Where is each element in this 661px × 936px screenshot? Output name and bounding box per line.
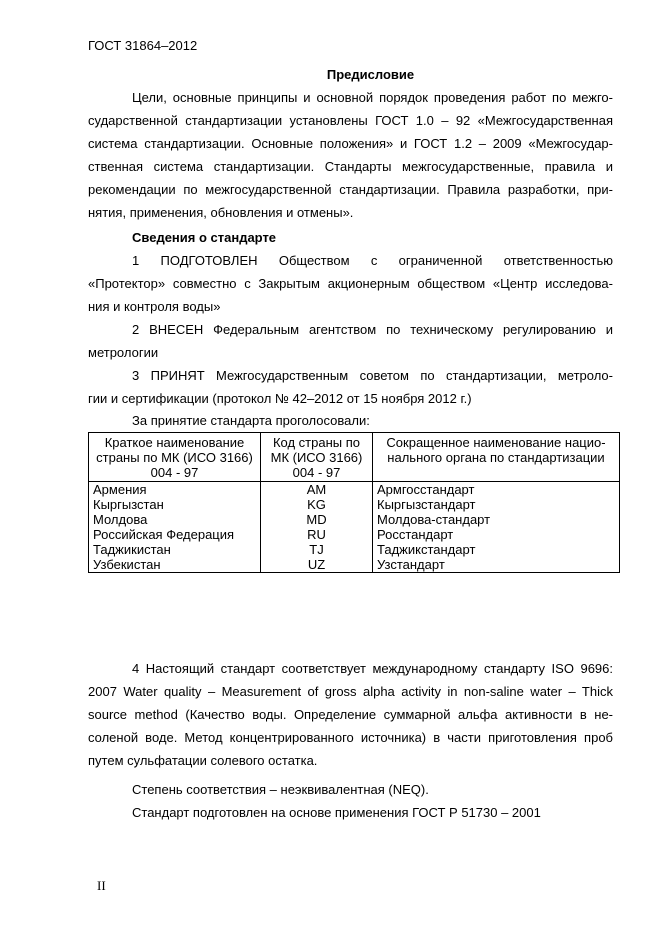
text-line: ния и контроля воды» xyxy=(88,299,221,314)
header-line: Код страны по xyxy=(272,435,361,450)
header-line: 004 - 97 xyxy=(292,465,341,480)
page-number: II xyxy=(97,878,106,893)
text-line: 4 Настоящий стандарт соответствует международному стандарту ISO 9696: xyxy=(132,661,613,676)
text-line: ственная система стандартизации. Стандарты межгосударственные, правила и xyxy=(88,159,613,174)
header-code xyxy=(261,433,373,482)
body-cell: Армгосстандарт xyxy=(373,482,620,498)
text-line: 2 ВНЕСЕН Федеральным агентством по техническому регулированию и xyxy=(132,322,613,337)
body-cell: Росстандарт xyxy=(373,527,620,542)
table-row xyxy=(89,527,620,542)
body-cell: Молдова-стандарт xyxy=(373,512,620,527)
header-line: страны по МК (ИСО 3166) xyxy=(96,450,253,465)
country-cell: Армения xyxy=(89,482,261,498)
body-cell: Таджикстандарт xyxy=(373,542,620,557)
header-country xyxy=(89,433,261,482)
country-cell: Российская Федерация xyxy=(89,527,261,542)
text-line: система стандартизации. Основные положения» и ГОСТ 1.2 – 2009 «Межгосудар- xyxy=(88,136,613,151)
voting-table xyxy=(88,432,620,573)
text-line: source method (Качество воды. Определение суммарной альфа активности в не- xyxy=(88,707,613,722)
foreword-intro xyxy=(88,86,613,224)
about-title-block xyxy=(88,226,613,249)
header-line: нального органа по стандартизации xyxy=(387,450,605,465)
code-cell: UZ xyxy=(261,557,373,573)
based-on-text: Стандарт подготовлен на основе применения ГОСТ Р 51730 – 2001 xyxy=(132,805,541,820)
code-cell: AM xyxy=(261,482,373,498)
code-cell: RU xyxy=(261,527,373,542)
about-title: Сведения о стандарте xyxy=(132,230,277,245)
table-row xyxy=(89,557,620,573)
table-row xyxy=(89,542,620,557)
degree-line xyxy=(88,778,613,801)
degree-text: Степень соответствия – неэквивалентная (NEQ). xyxy=(132,782,429,797)
text-line: 1 ПОДГОТОВЛЕН Обществом с ограниченной ответственностью xyxy=(132,253,613,268)
text-line: соленой воде. Метод концентрированного источника) в части приготовления проб xyxy=(88,730,613,745)
body-cell: Кыргызстандарт xyxy=(373,497,620,512)
foreword-title: Предисловие xyxy=(326,67,415,82)
table-row xyxy=(89,512,620,527)
text-line: сударственной стандартизации установлены ГОСТ 1.0 – 92 «Межгосударственная xyxy=(88,113,613,128)
about-item-1 xyxy=(88,249,613,318)
header-line: Краткое наименование xyxy=(104,435,245,450)
country-cell: Таджикистан xyxy=(89,542,261,557)
text-line: рекомендации по межгосударственной стандартизации. Правила разработки, при- xyxy=(88,182,613,197)
text-line: 3 ПРИНЯТ Межгосударственным советом по стандартизации, метроло- xyxy=(132,368,613,383)
document-id: ГОСТ 31864–2012 xyxy=(88,38,198,53)
table-row xyxy=(89,497,620,512)
body-cell: Узстандарт xyxy=(373,557,620,573)
text-line: Цели, основные принципы и основной порядок проведения работ по межго- xyxy=(132,90,613,105)
header-line: Сокращенное наименование нацио- xyxy=(386,435,606,450)
text-line: 2007 Water quality – Measurement of gross alpha activity in non-saline water – Thick xyxy=(88,684,613,699)
table-row xyxy=(89,482,620,498)
about-item-2 xyxy=(88,318,613,364)
country-cell: Молдова xyxy=(89,512,261,527)
based-on-line xyxy=(88,801,613,824)
text-line: нятия, применения, обновления и отмены». xyxy=(88,205,354,220)
code-cell: TJ xyxy=(261,542,373,557)
item-4 xyxy=(88,657,613,772)
text-line: гии и сертификации (протокол № 42–2012 от 15 ноября 2012 г.) xyxy=(88,391,472,406)
header-body xyxy=(373,433,620,482)
code-cell: MD xyxy=(261,512,373,527)
country-cell: Узбекистан xyxy=(89,557,261,573)
country-cell: Кыргызстан xyxy=(89,497,261,512)
voted-line xyxy=(88,409,613,432)
text-line: метрологии xyxy=(88,345,159,360)
about-item-3 xyxy=(88,364,613,410)
text-line: «Протектор» совместно с Закрытым акционерным обществом «Центр исследова- xyxy=(88,276,613,291)
text-line: путем сульфатации солевого остатка. xyxy=(88,753,318,768)
header-line: 004 - 97 xyxy=(150,465,199,480)
code-cell: KG xyxy=(261,497,373,512)
header-line: МК (ИСО 3166) xyxy=(270,450,363,465)
voted-text: За принятие стандарта проголосовали: xyxy=(132,413,370,428)
